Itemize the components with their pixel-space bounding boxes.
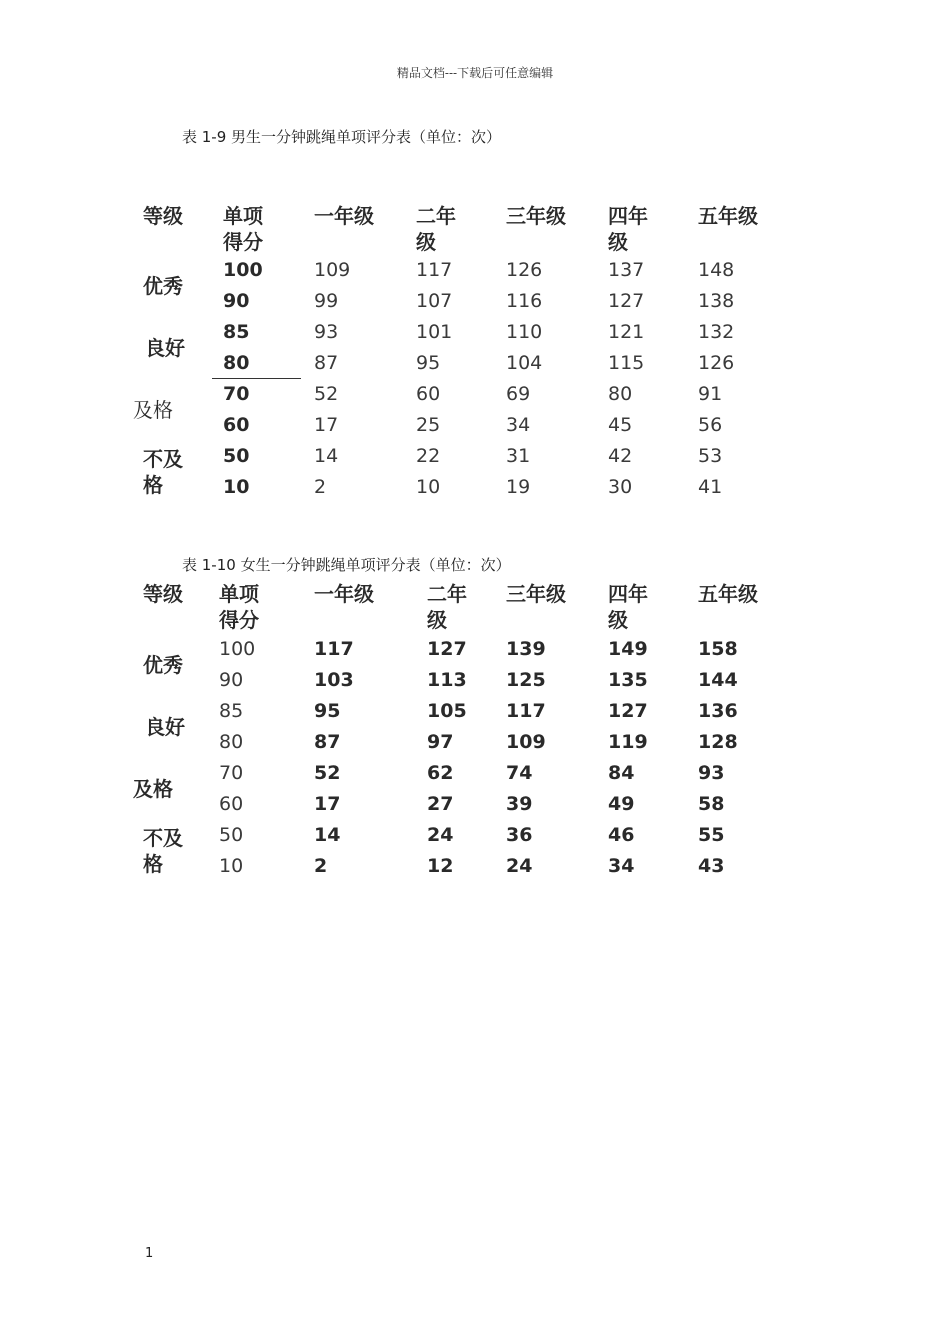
header-grade3: 三年级 bbox=[506, 582, 566, 606]
grade-fail-line2: 格 bbox=[143, 852, 163, 876]
value-cell: 101 bbox=[416, 321, 453, 343]
value-cell: 30 bbox=[608, 476, 633, 498]
value-cell: 117 bbox=[506, 700, 546, 722]
value-cell: 80 bbox=[608, 383, 633, 405]
value-cell: 126 bbox=[698, 352, 735, 374]
value-cell: 117 bbox=[314, 638, 354, 660]
header-grade4-line1: 四年 bbox=[608, 204, 648, 228]
value-cell: 62 bbox=[427, 762, 454, 784]
value-cell: 110 bbox=[506, 321, 543, 343]
value-cell: 24 bbox=[506, 855, 533, 877]
score-cell: 10 bbox=[223, 476, 250, 498]
page-header: 精品文档---下载后可任意编辑 bbox=[396, 66, 554, 80]
score-cell: 50 bbox=[219, 824, 244, 846]
value-cell: 10 bbox=[416, 476, 441, 498]
score-cell: 70 bbox=[223, 383, 250, 405]
value-cell: 42 bbox=[608, 445, 633, 467]
value-cell: 84 bbox=[608, 762, 635, 784]
score-cell: 60 bbox=[219, 793, 244, 815]
value-cell: 95 bbox=[314, 700, 341, 722]
score-cell: 100 bbox=[223, 259, 263, 281]
header-grade2-line1: 二年 bbox=[427, 582, 467, 606]
value-cell: 12 bbox=[427, 855, 454, 877]
value-cell: 109 bbox=[314, 259, 351, 281]
value-cell: 132 bbox=[698, 321, 735, 343]
value-cell: 91 bbox=[698, 383, 723, 405]
header-grade2-line1: 二年 bbox=[416, 204, 456, 228]
value-cell: 137 bbox=[608, 259, 645, 281]
value-cell: 87 bbox=[314, 731, 341, 753]
value-cell: 127 bbox=[427, 638, 467, 660]
value-cell: 87 bbox=[314, 352, 339, 374]
value-cell: 135 bbox=[608, 669, 648, 691]
value-cell: 34 bbox=[608, 855, 635, 877]
value-cell: 148 bbox=[698, 259, 735, 281]
value-cell: 158 bbox=[698, 638, 738, 660]
value-cell: 56 bbox=[698, 414, 723, 436]
value-cell: 109 bbox=[506, 731, 546, 753]
score-cell: 90 bbox=[219, 669, 244, 691]
value-cell: 36 bbox=[506, 824, 533, 846]
value-cell: 138 bbox=[698, 290, 735, 312]
score-cell: 80 bbox=[219, 731, 244, 753]
value-cell: 99 bbox=[314, 290, 339, 312]
value-cell: 43 bbox=[698, 855, 725, 877]
value-cell: 117 bbox=[416, 259, 453, 281]
value-cell: 60 bbox=[416, 383, 441, 405]
value-cell: 49 bbox=[608, 793, 635, 815]
value-cell: 69 bbox=[506, 383, 531, 405]
value-cell: 136 bbox=[698, 700, 738, 722]
value-cell: 41 bbox=[698, 476, 723, 498]
value-cell: 14 bbox=[314, 445, 339, 467]
value-cell: 97 bbox=[427, 731, 454, 753]
value-cell: 107 bbox=[416, 290, 453, 312]
grade-fail-line1: 不及 bbox=[143, 447, 183, 471]
value-cell: 93 bbox=[698, 762, 725, 784]
header-grade1: 一年级 bbox=[314, 204, 374, 228]
header-grade4-line2: 级 bbox=[608, 608, 628, 632]
grade-pass: 及格 bbox=[133, 398, 173, 422]
grade-fail-line2: 格 bbox=[143, 473, 163, 497]
header-grade3: 三年级 bbox=[506, 204, 566, 228]
grade-good: 良好 bbox=[145, 336, 185, 360]
header-score-line2: 得分 bbox=[219, 608, 259, 632]
value-cell: 93 bbox=[314, 321, 339, 343]
header-grade1: 一年级 bbox=[314, 582, 374, 606]
value-cell: 52 bbox=[314, 762, 341, 784]
value-cell: 128 bbox=[698, 731, 738, 753]
header-grade: 等级 bbox=[143, 204, 183, 228]
grade-fail-line1: 不及 bbox=[143, 826, 183, 850]
header-grade4-line1: 四年 bbox=[608, 582, 648, 606]
header-score-line2: 得分 bbox=[223, 230, 263, 254]
value-cell: 17 bbox=[314, 793, 341, 815]
value-cell: 25 bbox=[416, 414, 441, 436]
value-cell: 39 bbox=[506, 793, 533, 815]
value-cell: 105 bbox=[427, 700, 467, 722]
header-grade5: 五年级 bbox=[698, 582, 758, 606]
table-caption-girls: 表 1-10 女生一分钟跳绳单项评分表（单位：次） bbox=[182, 556, 511, 574]
value-cell: 104 bbox=[506, 352, 543, 374]
value-cell: 31 bbox=[506, 445, 531, 467]
value-cell: 126 bbox=[506, 259, 543, 281]
value-cell: 144 bbox=[698, 669, 738, 691]
value-cell: 113 bbox=[427, 669, 467, 691]
value-cell: 2 bbox=[314, 855, 328, 877]
value-cell: 46 bbox=[608, 824, 635, 846]
value-cell: 24 bbox=[427, 824, 454, 846]
value-cell: 19 bbox=[506, 476, 531, 498]
grade-excellent: 优秀 bbox=[143, 653, 183, 677]
value-cell: 125 bbox=[506, 669, 546, 691]
value-cell: 2 bbox=[314, 476, 327, 498]
score-cell: 50 bbox=[223, 445, 250, 467]
value-cell: 27 bbox=[427, 793, 454, 815]
value-cell: 121 bbox=[608, 321, 645, 343]
score-cell: 80 bbox=[223, 352, 250, 374]
value-cell: 103 bbox=[314, 669, 354, 691]
value-cell: 53 bbox=[698, 445, 723, 467]
score-cell: 60 bbox=[223, 414, 250, 436]
value-cell: 95 bbox=[416, 352, 441, 374]
score-cell: 85 bbox=[223, 321, 250, 343]
header-grade2-line2: 级 bbox=[416, 230, 436, 254]
score-cell: 85 bbox=[219, 700, 244, 722]
grade-excellent: 优秀 bbox=[143, 274, 183, 298]
grade-good: 良好 bbox=[145, 715, 185, 739]
value-cell: 14 bbox=[314, 824, 341, 846]
value-cell: 139 bbox=[506, 638, 546, 660]
value-cell: 45 bbox=[608, 414, 633, 436]
value-cell: 127 bbox=[608, 290, 645, 312]
header-score-line1: 单项 bbox=[219, 582, 259, 606]
table-caption-boys: 表 1-9 男生一分钟跳绳单项评分表（单位：次） bbox=[182, 128, 502, 146]
score-cell: 100 bbox=[219, 638, 256, 660]
value-cell: 22 bbox=[416, 445, 441, 467]
grade-pass: 及格 bbox=[133, 777, 173, 801]
value-cell: 52 bbox=[314, 383, 339, 405]
value-cell: 17 bbox=[314, 414, 339, 436]
value-cell: 127 bbox=[608, 700, 648, 722]
value-cell: 116 bbox=[506, 290, 543, 312]
value-cell: 115 bbox=[608, 352, 645, 374]
score-cell: 10 bbox=[219, 855, 244, 877]
header-grade2-line2: 级 bbox=[427, 608, 447, 632]
value-cell: 119 bbox=[608, 731, 648, 753]
header-score-line1: 单项 bbox=[223, 204, 263, 228]
value-cell: 55 bbox=[698, 824, 725, 846]
header-grade5: 五年级 bbox=[698, 204, 758, 228]
value-cell: 34 bbox=[506, 414, 531, 436]
score-cell: 90 bbox=[223, 290, 250, 312]
value-cell: 74 bbox=[506, 762, 533, 784]
header-grade4-line2: 级 bbox=[608, 230, 628, 254]
value-cell: 58 bbox=[698, 793, 725, 815]
score-cell: 70 bbox=[219, 762, 244, 784]
value-cell: 149 bbox=[608, 638, 648, 660]
page-number: 1 bbox=[145, 1246, 154, 1261]
header-grade: 等级 bbox=[143, 582, 183, 606]
